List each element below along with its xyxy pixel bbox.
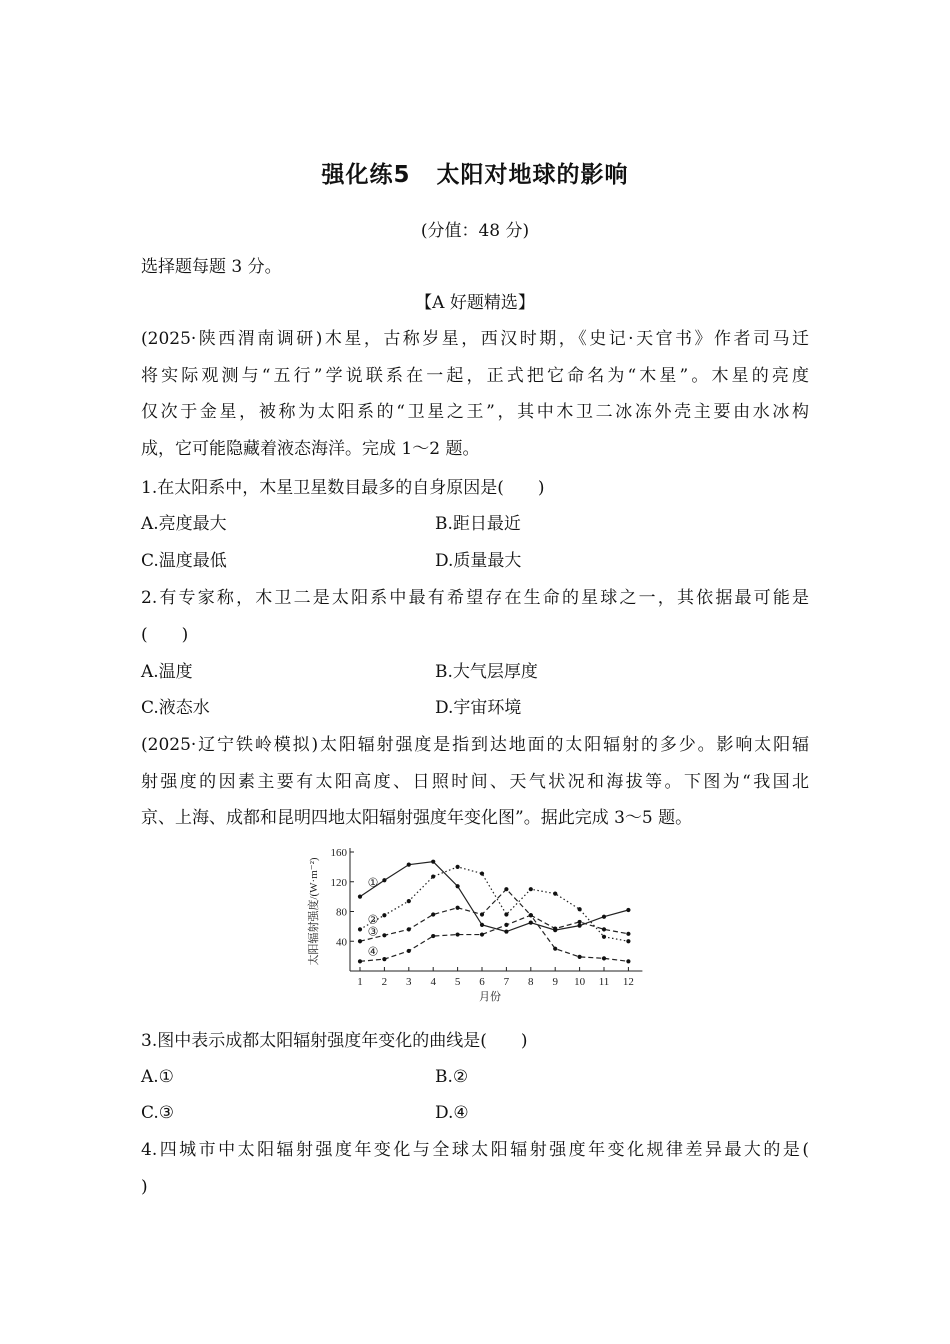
data-point bbox=[407, 927, 411, 931]
passage1-line: 成，它可能隐藏着液态海洋。完成 1～2 题。 bbox=[141, 439, 480, 459]
data-point bbox=[358, 927, 362, 931]
data-point bbox=[431, 874, 435, 878]
question-2-stem: 2.有专家称，木卫二是太阳系中最有希望存在生命的星球之一，其依据最可能是 bbox=[141, 588, 809, 608]
q1-option-b[interactable]: B.距日最近 bbox=[435, 514, 521, 534]
data-point bbox=[431, 934, 435, 938]
passage2-line: 京、上海、成都和昆明四地太阳辐射强度年变化图”。据此完成 3～5 题。 bbox=[141, 808, 693, 828]
data-point bbox=[529, 887, 533, 891]
instruction: 选择题每题 3 分。 bbox=[141, 257, 282, 277]
page-title bbox=[0, 156, 950, 189]
x-tick-label: 2 bbox=[381, 976, 388, 988]
q1-option-a[interactable]: A.亮度最大 bbox=[141, 514, 227, 534]
data-point bbox=[602, 915, 606, 919]
data-point bbox=[553, 927, 557, 931]
score-note: (分值：48 分) bbox=[420, 221, 530, 241]
passage1-line: 将实际观测与“五行”学说联系在一起，正式把它命名为“木星”。木星的亮度 bbox=[141, 366, 809, 386]
data-point bbox=[553, 892, 557, 896]
data-point bbox=[382, 878, 386, 882]
q3-option-b[interactable]: B.② bbox=[435, 1067, 469, 1087]
q2-option-d[interactable]: D.宇宙环境 bbox=[435, 698, 522, 718]
data-point bbox=[382, 957, 386, 961]
passage1-line: 仅次于金星，被称为太阳系的“卫星之王”，其中木卫二冰冻外壳主要由水冰构 bbox=[141, 402, 809, 422]
x-tick-label: 12 bbox=[622, 976, 634, 988]
y-tick-label: 160 bbox=[330, 847, 347, 859]
q3-option-d[interactable]: D.④ bbox=[435, 1103, 469, 1123]
question-3-stem: 3.图中表示成都太阳辐射强度年变化的曲线是( ) bbox=[141, 1031, 528, 1051]
data-point bbox=[504, 912, 508, 916]
x-tick-label: 8 bbox=[528, 976, 534, 988]
question-4-stem: 4.四城市中太阳辐射强度年变化与全球太阳辐射强度年变化规律差异最大的是( bbox=[141, 1140, 809, 1160]
data-point bbox=[626, 959, 630, 963]
data-point bbox=[407, 863, 411, 867]
x-axis-title: 月份 bbox=[479, 991, 501, 1003]
series-label: ② bbox=[367, 912, 379, 927]
data-point bbox=[480, 932, 484, 936]
series-label: ④ bbox=[367, 944, 379, 959]
data-point bbox=[480, 871, 484, 875]
data-point bbox=[456, 932, 460, 936]
q2-option-c[interactable]: C.液态水 bbox=[141, 698, 210, 718]
data-point bbox=[602, 935, 606, 939]
data-point bbox=[358, 959, 362, 963]
data-point bbox=[480, 923, 484, 927]
radiation-chart bbox=[300, 840, 650, 1015]
title-part1: 强化练5 bbox=[321, 162, 411, 188]
y-axis-title: 太阳辐射强度/(W·m⁻²) bbox=[308, 857, 320, 966]
data-point bbox=[504, 887, 508, 891]
data-point bbox=[529, 921, 533, 925]
q1-option-d[interactable]: D.质量最大 bbox=[435, 551, 522, 571]
title-part2: 太阳对地球的影响 bbox=[436, 162, 629, 188]
x-tick-label: 11 bbox=[598, 976, 610, 988]
data-point bbox=[626, 908, 630, 912]
data-point bbox=[553, 947, 557, 951]
q2-option-a[interactable]: A.温度 bbox=[141, 662, 193, 682]
data-point bbox=[358, 939, 362, 943]
data-point bbox=[431, 860, 435, 864]
data-point bbox=[578, 924, 582, 928]
data-point bbox=[602, 927, 606, 931]
x-tick-label: 9 bbox=[552, 976, 558, 988]
data-point bbox=[382, 913, 386, 917]
passage2-line: (2025·辽宁铁岭模拟)太阳辐射强度是指到达地面的太阳辐射的多少。影响太阳辐 bbox=[141, 735, 809, 755]
x-tick-label: 7 bbox=[503, 976, 510, 988]
series-line bbox=[360, 862, 628, 932]
data-point bbox=[382, 933, 386, 937]
question-1-stem: 1.在太阳系中，木星卫星数目最多的自身原因是( ) bbox=[141, 478, 545, 498]
data-point bbox=[578, 907, 582, 911]
data-point bbox=[456, 865, 460, 869]
data-point bbox=[578, 920, 582, 924]
data-point bbox=[602, 956, 606, 960]
y-tick-label: 80 bbox=[336, 906, 347, 919]
data-point bbox=[431, 912, 435, 916]
q3-option-a[interactable]: A.① bbox=[141, 1067, 174, 1087]
data-point bbox=[529, 913, 533, 917]
passage1-line: (2025·陕西渭南调研)木星，古称岁星，西汉时期，《史记·天官书》作者司马迁 bbox=[141, 329, 809, 349]
q3-option-c[interactable]: C.③ bbox=[141, 1103, 175, 1123]
q1-option-c[interactable]: C.温度最低 bbox=[141, 551, 227, 571]
y-tick-label: 120 bbox=[330, 876, 347, 889]
series-label: ③ bbox=[367, 924, 379, 939]
question-2-stem-cont: ( ) bbox=[141, 625, 189, 645]
data-point bbox=[504, 923, 508, 927]
series-line bbox=[360, 889, 628, 941]
data-point bbox=[578, 955, 582, 959]
data-point bbox=[480, 912, 484, 916]
data-point bbox=[407, 899, 411, 903]
data-point bbox=[358, 895, 362, 899]
passage2-line: 射强度的因素主要有太阳高度、日照时间、天气状况和海拔等。下图为“我国北 bbox=[141, 772, 809, 792]
section-heading: 【A 好题精选】 bbox=[415, 293, 535, 313]
x-tick-label: 10 bbox=[574, 976, 586, 988]
data-point bbox=[456, 906, 460, 910]
y-tick-label: 40 bbox=[336, 936, 347, 949]
question-4-stem-cont: ) bbox=[141, 1177, 148, 1197]
series-label: ① bbox=[367, 875, 379, 890]
x-tick-label: 6 bbox=[479, 976, 485, 988]
x-tick-label: 4 bbox=[430, 976, 436, 988]
data-point bbox=[504, 929, 508, 933]
x-tick-label: 1 bbox=[357, 976, 363, 988]
data-point bbox=[626, 939, 630, 943]
q2-option-b[interactable]: B.大气层厚度 bbox=[435, 662, 538, 682]
x-tick-label: 5 bbox=[454, 976, 461, 988]
x-tick-label: 3 bbox=[406, 976, 412, 988]
data-point bbox=[456, 884, 460, 888]
data-point bbox=[407, 949, 411, 953]
data-point bbox=[626, 932, 630, 936]
